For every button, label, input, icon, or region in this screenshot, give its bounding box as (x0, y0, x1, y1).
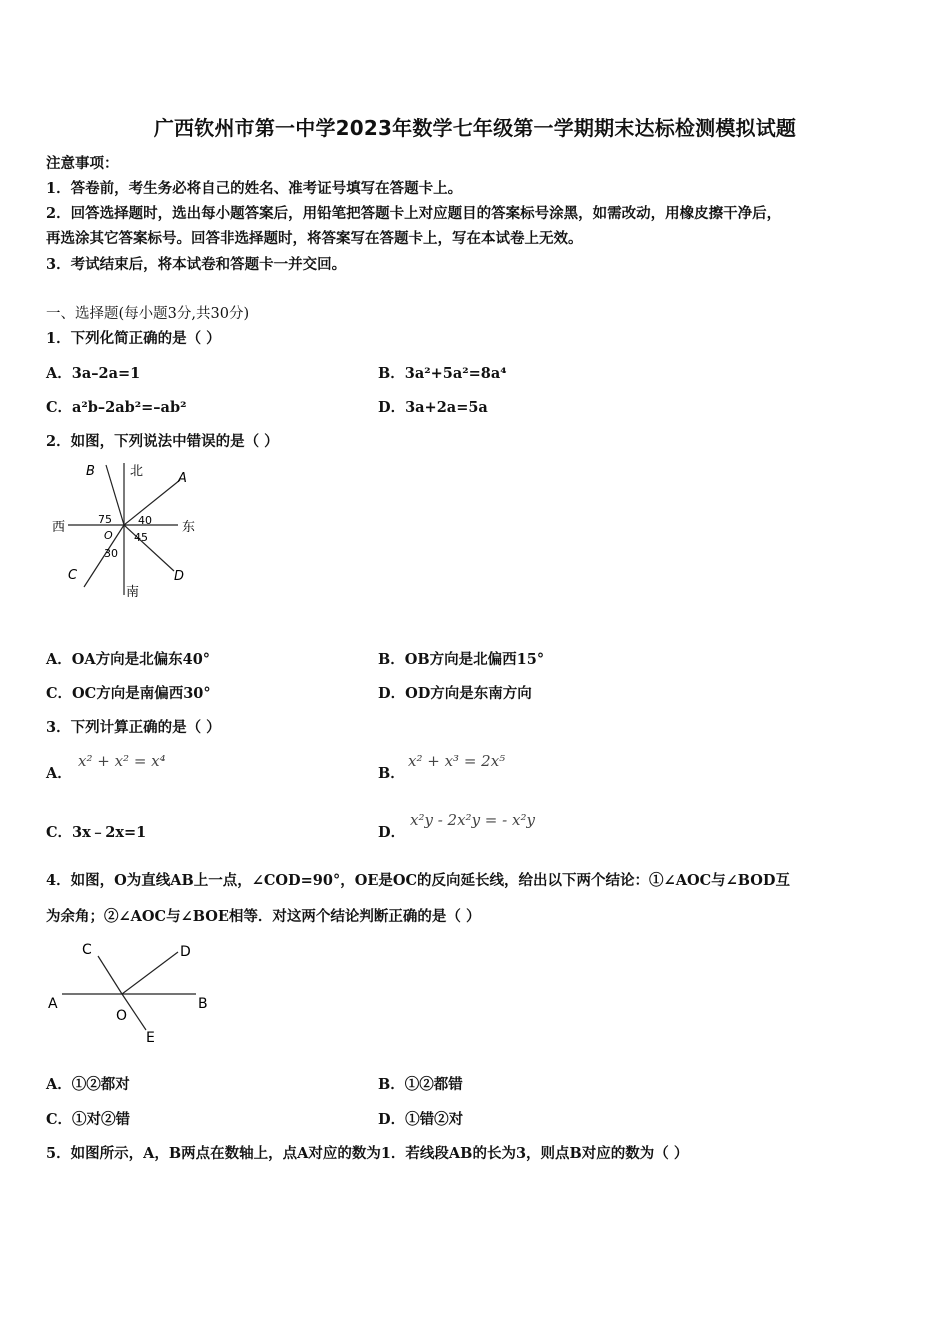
notice-heading: 注意事项： (46, 155, 119, 172)
q4-option-c: C．①对②错 (46, 1111, 131, 1128)
notice-item-1: 1．答卷前，考生务必将自己的姓名、准考证号填写在答题卡上。 (46, 180, 463, 197)
section-heading: 一、选择题(每小题3分,共30分) (46, 306, 250, 322)
notice-item-2: 2．回答选择题时，选出每小题答案后，用铅笔把答题卡上对应题目的答案标号涂黑，如需改动，用橡皮擦干净后， (46, 205, 782, 222)
label-north: 北 (130, 464, 144, 479)
q4-stem-line2: 为余角；②∠AOC与∠BOE相等．对这两个结论判断正确的是（ ） (46, 908, 481, 925)
q1-option-d: D．3a+2a=5a (378, 399, 488, 416)
q1-option-c: C．a²b–2ab²=–ab² (46, 399, 187, 416)
label-b: B (86, 464, 95, 479)
label-b: B (198, 996, 208, 1012)
q2-option-a: A．OA方向是北偏东40° (46, 651, 211, 668)
label-d: D (174, 569, 185, 584)
q1-option-a: A．3a–2a=1 (46, 365, 141, 382)
q3-option-d-label: D． (378, 824, 406, 841)
notice-item-2-cont: 再选涂其它答案标号。回答非选择题时，将答案写在答题卡上，写在本试卷上无效。 (46, 230, 583, 247)
label-a: A (178, 471, 187, 486)
angle-75: 75 (98, 513, 112, 526)
label-c: C (68, 568, 78, 583)
q3-option-a-expr: x² + x² = x⁴ (78, 752, 166, 770)
q4-option-a: A．①②都对 (46, 1076, 130, 1093)
label-d: D (180, 944, 191, 960)
q4-option-b: B．①②都错 (378, 1076, 463, 1093)
q3-option-d-expr: x²y - 2x²y = - x²y (410, 811, 535, 829)
q3-option-b-label: B． (378, 765, 405, 782)
label-o: O (104, 529, 113, 542)
angle-45: 45 (134, 531, 148, 544)
q1-option-b: B．3a²+5a²=8a⁴ (378, 365, 507, 382)
angle-40: 40 (138, 514, 152, 527)
label-south: 南 (126, 585, 140, 600)
q4-option-d: D．①错②对 (378, 1111, 464, 1128)
q2-option-c: C．OC方向是南偏西30° (46, 685, 211, 702)
q3-stem: 3．下列计算正确的是（ ） (46, 719, 221, 736)
angle-30: 30 (104, 547, 118, 560)
label-east: 东 (182, 520, 196, 535)
q3-option-a-label: A． (46, 765, 72, 782)
ray-od (122, 952, 178, 994)
ray-oc (98, 956, 122, 994)
q3-option-c: C．3x﹣2x=1 (46, 824, 147, 841)
label-west: 西 (52, 520, 66, 535)
label-a: A (48, 996, 58, 1012)
notice-item-3: 3．考试结束后，将本试卷和答题卡一并交回。 (46, 256, 347, 273)
exam-title: 广西钦州市第一中学2023年数学七年级第一学期期末达标检测模拟试题 (153, 116, 797, 140)
ray-od (124, 525, 174, 571)
q5-stem: 5．如图所示，A，B两点在数轴上，点A对应的数为1．若线段AB的长为3，则点B对应的数为（ ） (46, 1145, 689, 1162)
ray-oa (124, 480, 180, 525)
q1-stem: 1．下列化简正确的是（ ） (46, 330, 221, 347)
label-o: O (116, 1008, 128, 1024)
label-e: E (146, 1030, 155, 1046)
q2-option-b: B．OB方向是北偏西15° (378, 651, 545, 668)
q2-compass-figure (46, 455, 216, 605)
q3-option-b-expr: x² + x³ = 2x⁵ (408, 752, 506, 770)
q4-stem-line1: 4．如图，O为直线AB上一点，∠COD=90°，OE是OC的反向延长线，给出以下两个结论：①∠AOC与∠BOD互 (46, 872, 790, 889)
q2-stem: 2．如图，下列说法中错误的是（ ） (46, 433, 279, 450)
label-c: C (82, 942, 92, 958)
q2-option-d: D．OD方向是东南方向 (378, 685, 532, 702)
q4-line-figure (44, 938, 224, 1048)
